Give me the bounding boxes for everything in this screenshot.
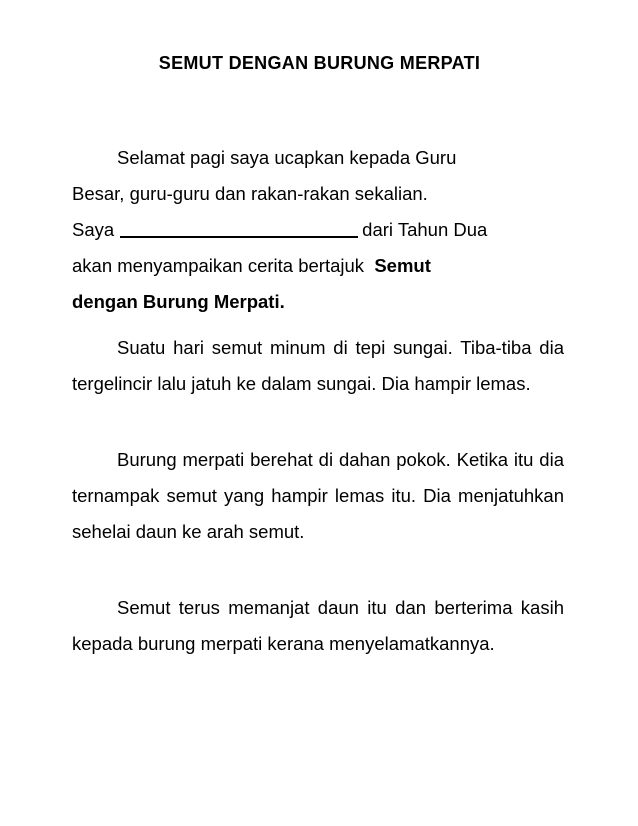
intro-line-1 bbox=[72, 140, 564, 176]
story-paragraph-1 bbox=[72, 330, 564, 402]
story-paragraph-1-text: Suatu hari semut minum di tepi sungai. Tiba-tiba dia tergelincir lalu jatuh ke dalam sungai. Dia hampir lemas. bbox=[72, 337, 564, 394]
story-paragraph-2 bbox=[72, 442, 564, 550]
intro-greeting-text: Selamat pagi saya ucapkan kepada Guru bbox=[117, 147, 457, 168]
story-title-part-1: Semut bbox=[374, 255, 431, 276]
story-paragraph-3 bbox=[72, 590, 564, 662]
intro-line-5 bbox=[72, 284, 564, 320]
intro-line-4 bbox=[72, 248, 564, 284]
intro-saya-text: Saya bbox=[72, 219, 115, 240]
intro-paragraph bbox=[72, 140, 564, 320]
intro-line-3 bbox=[72, 212, 564, 248]
name-blank-line bbox=[120, 216, 358, 238]
intro-story-lead-text: akan menyampaikan cerita bertajuk bbox=[72, 255, 365, 276]
intro-class-text: dari Tahun Dua bbox=[362, 219, 488, 240]
story-paragraph-2-text: Burung merpati berehat di dahan pokok. Ketika itu dia ternampak semut yang hampir lemas itu. Dia menjatuhkan sehelai daun ke arah semut. bbox=[72, 449, 564, 542]
document-title: SEMUT DENGAN BURUNG MERPATI bbox=[158, 53, 481, 73]
story-title-part-2: dengan Burung Merpati bbox=[72, 291, 280, 312]
story-title-period: . bbox=[279, 291, 285, 312]
story-paragraph-3-text: Semut terus memanjat daun itu dan berterima kasih kepada burung merpati kerana menyelamatkannya. bbox=[72, 597, 564, 654]
intro-line-2: Besar, guru-guru dan rakan-rakan sekalian. bbox=[72, 183, 428, 204]
